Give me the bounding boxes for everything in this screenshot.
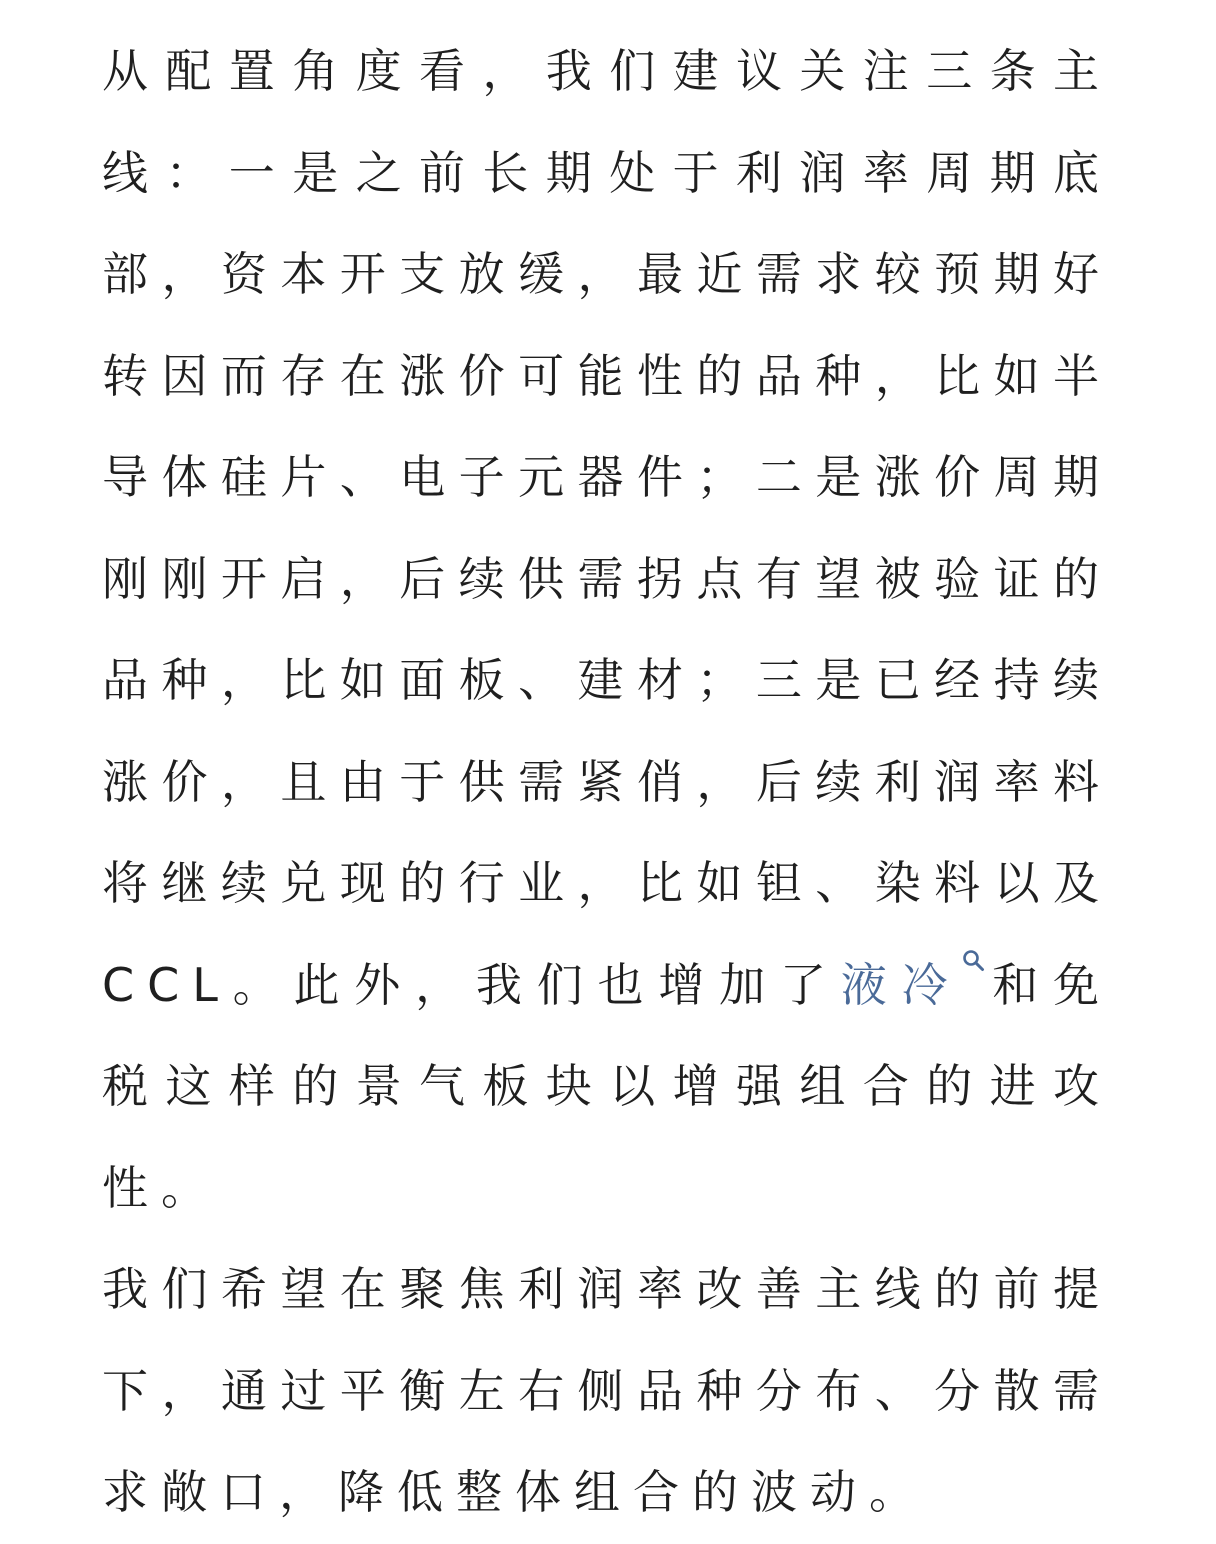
search-icon[interactable]: [962, 949, 986, 979]
paragraph-2: 我们希望在聚焦利润率改善主线的前提下，通过平衡左右侧品种分布、分散需求敞口，降低整体组合的波动。: [102, 1262, 1112, 1519]
article-body: [102, 21, 1112, 1544]
term-link-label[interactable]: 液冷: [840, 957, 963, 1012]
paragraph-1-text-before-link: 从配置角度看，我们建议关注三条主线：一是之前长期处于利润率周期底部，资本开支放缓，最近需求较预期好转因而存在涨价可能性的品种，比如半导体硅片、电子元器件；二是涨价周期刚刚开启，后续供需拐点有望被验证的品种，比如面板、建材；三是已经持续涨价，且由于供需紧俏，后续利润率料将继续兑现的行业，比如钽、染料以及CCL。此外，我们也增加了: [102, 44, 1112, 1012]
paragraph-1-text-after-link: 和免税这样的景气板块以增强组合的进攻性。: [102, 957, 1113, 1215]
paragraph-1: [102, 21, 1112, 1239]
term-link-liquid-cooling[interactable]: [841, 958, 991, 1012]
